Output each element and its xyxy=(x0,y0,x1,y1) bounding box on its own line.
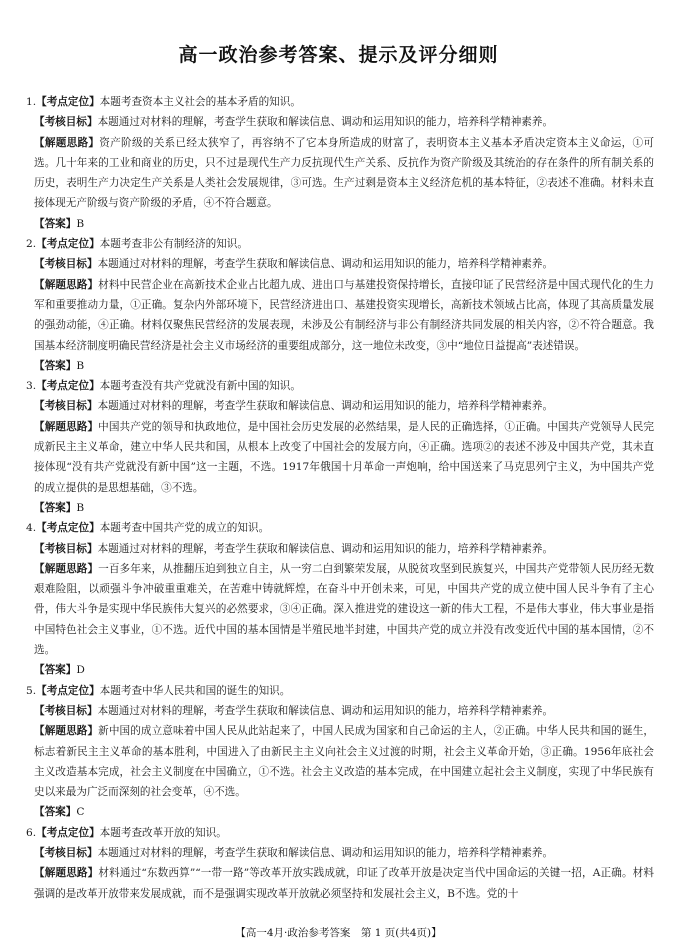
kaodian-text: 本题考查资本主义社会的基本矛盾的知识。 xyxy=(99,96,301,108)
answer-tag: 【答案】 xyxy=(34,664,77,677)
answer-value: B xyxy=(76,359,85,372)
answer-value: D xyxy=(76,664,85,677)
kaodian-line xyxy=(26,681,654,701)
kaodian-line xyxy=(26,518,654,538)
kaodian-tag: 【考点定位】 xyxy=(36,826,100,839)
silu-line xyxy=(26,721,654,802)
silu-line xyxy=(26,559,654,660)
kaodian-text: 本题考查没有共产党就没有新中国的知识。 xyxy=(99,380,301,393)
mubiao-line xyxy=(26,539,654,559)
mubiao-tag: 【考核目标】 xyxy=(34,542,98,555)
silu-tag: 【解题思路】 xyxy=(34,278,99,291)
silu-tag: 【解题思路】 xyxy=(34,562,99,575)
page-footer: 【高一4月·政治参考答案 第 1 页(共4页)】 xyxy=(235,927,442,939)
answer-line xyxy=(26,214,654,234)
mubiao-text: 本题通过对材料的理解，考查学生获取和解读信息、调动和运用知识的能力，培养科学精神素养。 xyxy=(97,258,554,271)
silu-tag: 【解题思路】 xyxy=(34,420,99,433)
question-number: 2. xyxy=(26,238,37,251)
kaodian-tag: 【考点定位】 xyxy=(36,522,100,535)
mubiao-tag: 【考核目标】 xyxy=(34,116,98,129)
mubiao-tag: 【考核目标】 xyxy=(34,258,98,271)
answer-tag: 【答案】 xyxy=(34,217,77,230)
question-number: 6. xyxy=(26,826,37,839)
answer-line xyxy=(26,802,654,822)
answer-tag: 【答案】 xyxy=(34,806,77,819)
answer-value: B xyxy=(76,217,85,230)
answer-value: B xyxy=(76,501,85,514)
question-4 xyxy=(26,518,654,680)
kaodian-text: 本题考查改革开放的知识。 xyxy=(99,826,227,839)
silu-line xyxy=(26,275,654,356)
kaodian-line xyxy=(26,234,654,254)
silu-line xyxy=(26,133,654,214)
mubiao-line xyxy=(26,112,654,132)
mubiao-line xyxy=(26,396,654,416)
question-1 xyxy=(26,92,654,234)
silu-text: 中国共产党的领导和执政地位，是中国社会历史发展的必然结果，是人民的正确选择，①正确。中国共产党领导人民完成新民主主义革命，建立中华人民共和国，从根本上改变了中国社会的发展方向，④正确。选项②的表述不涉及中国共产党，其未直接体现“没有共产党就没有新中国”这一主题，不选。1917年俄国十月革命一声炮响，给中国送来了马克思列宁主义，为中国共产党的成立提供的是思想基础，③不选。 xyxy=(34,420,655,494)
silu-text: 材料中民营企业在高新技术企业占比超九成、进出口与基建投资保持增长，直接印证了民营经济是中国式现代化的生力军和重要推动力量，①正确。复杂内外部环境下，民营经济进出口、基建投资实现增长，高新技术领域占比高，体现了其高质量发展的强劲动能，④正确。材料仅聚焦民营经济的发展表现，未涉及公有制经济与非公有制经济共同发展的相关内容，②不符合题意。我国基本经济制度明确民营经济是社会主义市场经济的重要组成部分，这一地位未改变，③中“地位日益提高”表述错误。 xyxy=(34,278,655,352)
question-number: 5. xyxy=(26,684,37,697)
question-number: 4. xyxy=(26,522,37,535)
answer-line xyxy=(26,660,654,680)
answer-tag: 【答案】 xyxy=(34,501,77,514)
mubiao-tag: 【考核目标】 xyxy=(34,704,98,717)
silu-tag: 【解题思路】 xyxy=(34,725,99,738)
kaodian-text: 本题考查中国共产党的成立的知识。 xyxy=(99,522,270,535)
answer-list xyxy=(26,92,654,904)
silu-tag: 【解题思路】 xyxy=(34,136,100,149)
mubiao-text: 本题通过对材料的理解，考查学生获取和解读信息、调动和运用知识的能力，培养科学精神素养。 xyxy=(97,542,554,555)
mubiao-line xyxy=(26,701,654,721)
question-6 xyxy=(26,823,654,904)
silu-text: 一百多年来，从推翻压迫到独立自主，从一穷二白到繁荣发展，从脱贫攻坚到民族复兴，中国共产党带领人民历经无数艰难险阻，以顽强斗争冲破重重难关，在苦难中铸就辉煌，在奋斗中开创未来，可见，中国共产党的成立使中国人民斗争有了主心骨，伟大斗争是实现中华民族伟大复兴的必然要求，③④正确。深入推进党的建设这一新的伟大工程，不是伟大事业，伟大事业是指中国特色社会主义事业，①不选。近代中国的基本国情是半殖民地半封建，中国共产党的成立并没有改变近代中国的基本国情，②不选。 xyxy=(34,562,655,657)
silu-tag: 【解题思路】 xyxy=(34,867,99,880)
mubiao-tag: 【考核目标】 xyxy=(34,400,98,413)
question-5 xyxy=(26,681,654,823)
answer-tag: 【答案】 xyxy=(34,359,77,372)
kaodian-line xyxy=(26,92,654,112)
kaodian-text: 本题考查非公有制经济的知识。 xyxy=(99,238,248,251)
answer-line xyxy=(26,356,654,376)
kaodian-line xyxy=(26,823,654,843)
mubiao-line xyxy=(26,254,654,274)
page-title: 高一政治参考答案、提示及评分细则 xyxy=(178,44,499,66)
question-number: 1. xyxy=(26,96,37,108)
mubiao-line xyxy=(26,843,654,863)
silu-line xyxy=(26,863,654,904)
mubiao-text: 本题通过对材料的理解，考查学生获取和解读信息、调动和运用知识的能力，培养科学精神素养。 xyxy=(97,846,554,859)
silu-line xyxy=(26,417,654,498)
question-3 xyxy=(26,376,654,518)
kaodian-line xyxy=(26,376,654,396)
kaodian-text: 本题考查中华人民共和国的诞生的知识。 xyxy=(99,684,291,697)
answer-value: C xyxy=(76,806,85,819)
silu-text: 材料通过“东数西算”“一带一路”等改革开放实践成就，印证了改革开放是决定当代中国命运的关键一招，A正确。材料强调的是改革开放带来发展成就，而不是强调实现改革开放就必须坚持和发展社会主义，B不选。党的十 xyxy=(34,867,655,900)
silu-text: 新中国的成立意味着中国人民从此站起来了，中国人民成为国家和自己命运的主人，②正确。中华人民共和国的诞生，标志着新民主主义革命的基本胜利，中国进入了由新民主主义向社会主义过渡的时期，社会主义革命开始，③正确。1956年底社会主义改造基本完成，社会主义制度在中国确立，①不选。社会主义改造的基本完成，在中国建立起社会主义制度，实现了中华民族有史以来最为广泛而深刻的社会变革，④不选。 xyxy=(34,725,655,799)
kaodian-tag: 【考点定位】 xyxy=(36,96,100,108)
kaodian-tag: 【考点定位】 xyxy=(36,238,100,251)
kaodian-tag: 【考点定位】 xyxy=(36,380,100,393)
question-2 xyxy=(26,234,654,376)
mubiao-text: 本题通过对材料的理解，考查学生获取和解读信息、调动和运用知识的能力，培养科学精神素养。 xyxy=(97,704,554,717)
mubiao-tag: 【考核目标】 xyxy=(34,846,98,859)
silu-text: 资产阶级的关系已经太狭窄了，再容纳不了它本身所造成的财富了，表明资本主义基本矛盾决定资本主义命运，①可选。几十年来的工业和商业的历史，只不过是现代生产力反抗现代生产关系、反抗作为资产阶级及其统治的存在条件的所有制关系的历史，表明生产力决定生产关系是人类社会发展规律，③可选。生产过剩是资本主义经济危机的基本特征，②表述不准确。材料未直接体现无产阶级与资产阶级的矛盾，④不符合题意。 xyxy=(34,136,654,210)
mubiao-text: 本题通过对材料的理解，考查学生获取和解读信息、调动和运用知识的能力，培养科学精神素养。 xyxy=(97,116,554,129)
mubiao-text: 本题通过对材料的理解，考查学生获取和解读信息、调动和运用知识的能力，培养科学精神素养。 xyxy=(97,400,554,413)
answer-line xyxy=(26,498,654,518)
kaodian-tag: 【考点定位】 xyxy=(36,684,100,697)
question-number: 3. xyxy=(26,380,37,393)
